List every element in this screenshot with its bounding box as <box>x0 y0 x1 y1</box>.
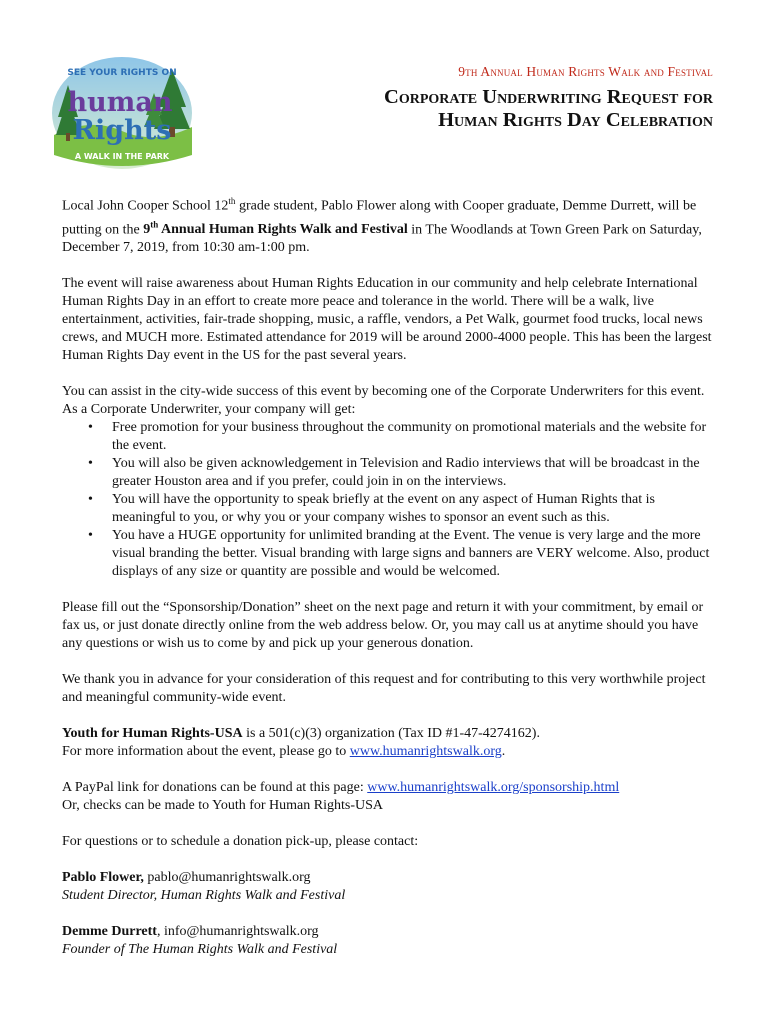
intro-text-b: grade student, Pablo Flower along with Cooper graduate, Demme Durrett, will be putting on the <box>62 198 697 238</box>
logo-bottom-text: A WALK IN THE PARK <box>74 152 170 161</box>
paypal-info <box>62 779 712 815</box>
list-item <box>88 455 712 491</box>
event-description: The event will raise awareness about Human Rights Education in our community and help celebrate International Human Rights Day in an effort to create more peace and tolerance in the world. There will be a walk, live entertainment, activities, fair-trade shopping, music, a raffle, vendors, a Pet Walk, gourmet food trucks, local news crews, and MUCH more. Estimated attendance for 2019 will be around 2000-4000 people. This has been the largest Human Rights Day event in the US for the past several years. <box>62 276 712 364</box>
sponsorship-instructions: Please fill out the “Sponsorship/Donation” sheet on the next page and return it with your commitment, by email or fax us, or just donate directly online from the web address below. Or, you may call us at anytime should you have any questions or wish us to come by and pick up your generous donation. <box>62 600 704 652</box>
checks-text: Or, checks can be made to Youth for Human Rights-USA <box>62 798 384 814</box>
org-info <box>62 725 712 761</box>
header <box>384 64 713 132</box>
intro-text-a: Local John Cooper School 12 <box>62 198 229 214</box>
list-item <box>88 527 712 581</box>
contact-name: Pablo Flower, <box>62 870 144 886</box>
bullet-icon: • <box>88 456 93 472</box>
intro-text-c: in The Woodlands at Town Green Park on Saturday, December 7, 2019, from 10:30 am-1:00 pm. <box>62 222 702 256</box>
benefits-list <box>62 419 712 581</box>
intro-event-rest: Annual Human Rights Walk and Festival <box>158 222 408 238</box>
website-link[interactable]: www.humanrightswalk.org <box>349 744 502 760</box>
page-title-line2: Human Rights Day Celebration <box>438 109 713 131</box>
logo-top-text: SEE YOUR RIGHTS ON <box>67 68 177 78</box>
contact-block <box>62 869 712 905</box>
contact-block <box>62 923 712 959</box>
logo-word-rights: Rights <box>72 115 172 146</box>
list-item-text: Free promotion for your business throughout the community on promotional materials and the website for the event. <box>112 420 707 454</box>
underwriter-section <box>62 383 712 581</box>
list-item-text: You have a HUGE opportunity for unlimited branding at the Event. The venue is very large and the more visual branding the better. Visual branding with large signs and banners are VERY welcome. Also, product displays of any size or quantity are possible and would be welcomed. <box>112 528 710 580</box>
bullet-icon: • <box>88 492 93 508</box>
intro-sup2: th <box>150 219 159 230</box>
bullet-icon: • <box>88 420 93 436</box>
contact-email: pablo@humanrightswalk.org <box>143 870 311 886</box>
list-item-text: You will have the opportunity to speak briefly at the event on any aspect of Human Rights that is meaningful to you, or why you or your company wishes to sponsor an event such as this. <box>112 492 655 526</box>
underwriter-intro: You can assist in the city-wide success of this event by becoming one of the Corporate Underwriters for this event. As a Corporate Underwriter, your company will get: <box>62 384 705 418</box>
sponsorship-link[interactable]: www.humanrightswalk.org/sponsorship.html <box>367 780 620 796</box>
contact-intro: For questions or to schedule a donation pick-up, please contact: <box>62 834 419 850</box>
human-rights-logo <box>50 55 195 173</box>
org-name: Youth for Human Rights-USA <box>62 726 243 742</box>
intro-sup1: th <box>228 196 236 206</box>
list-item <box>88 419 712 455</box>
contact-name: Demme Durrett <box>62 924 157 940</box>
bullet-icon: • <box>88 528 93 544</box>
intro-event-num: 9 <box>143 222 151 238</box>
thank-you-paragraph: We thank you in advance for your consideration of this request and for contributing to this very worthwhile project and meaningful community-wide event. <box>62 672 706 706</box>
paypal-text: A PayPal link for donations can be found at this page: <box>62 780 368 796</box>
contact-role: Student Director, Human Rights Walk and Festival <box>62 888 346 904</box>
list-item-text: You will also be given acknowledgement in Television and Radio interviews that will be broadcast in the greater Houston area and if you prefer, could join in on the interviews. <box>112 456 700 490</box>
contact-role: Founder of The Human Rights Walk and Festival <box>62 942 338 958</box>
intro-event-name <box>143 219 408 238</box>
logo-word-human: human <box>67 87 173 118</box>
event-subtitle: 9th Annual Human Rights Walk and Festival <box>458 64 713 79</box>
org-after: . <box>501 744 506 760</box>
contact-email: , info@humanrightswalk.org <box>156 924 319 940</box>
org-desc: is a 501(c)(3) organization (Tax ID #1-47-4274162). <box>242 726 540 742</box>
letter-body <box>62 192 712 977</box>
intro-paragraph <box>62 192 712 257</box>
page-title-line1: Corporate Underwriting Request for <box>384 86 713 108</box>
org-more-text: For more information about the event, please go to <box>62 744 350 760</box>
list-item <box>88 491 712 527</box>
